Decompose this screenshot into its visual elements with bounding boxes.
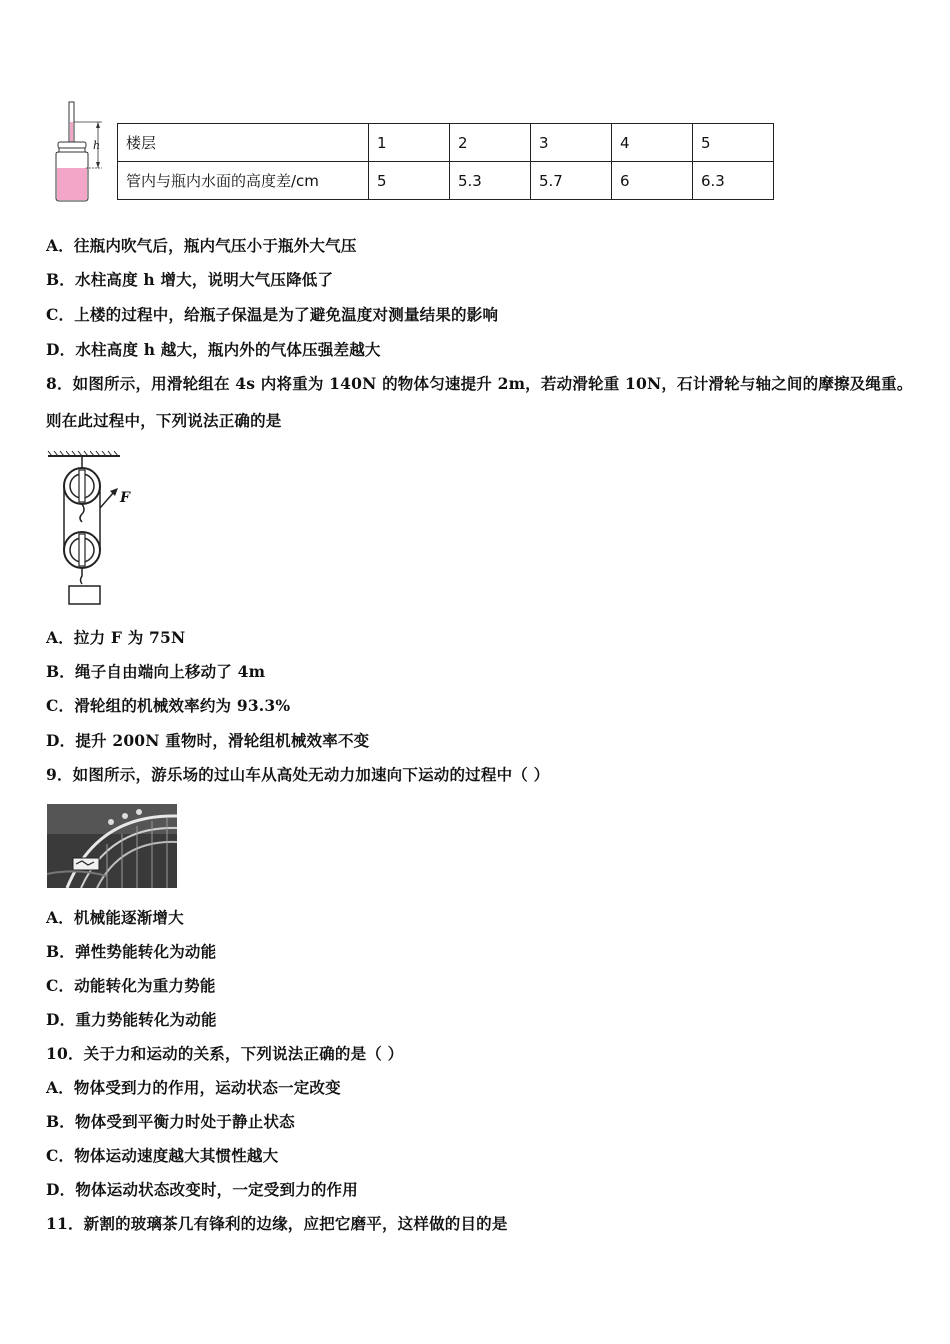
q7-option-a: A．往瓶内吹气后，瓶内气压小于瓶外大气压 [46,236,357,255]
q10-option-c: C．物体运动速度越大其惯性越大 [46,1146,279,1165]
h-label: h [93,139,101,152]
q8-option-c: C．滑轮组的机械效率约为 93.3% [46,696,291,715]
q10-option-b: B．物体受到平衡力时处于静止状态 [46,1112,295,1131]
q8-stem: 8．如图所示，用滑轮组在 4s 内将重为 140N 的物体匀速提升 2m，若动滑轮重 10N，石计滑轮与轴之间的摩擦及绳重。 [46,374,913,393]
force-label: F [120,490,130,506]
table-cell: 4 [612,124,693,162]
table-cell: 管内与瓶内水面的高度差/cm [118,162,369,200]
q8-stem-cont: 则在此过程中，下列说法正确的是 [46,411,282,430]
q7-option-c: C．上楼的过程中，给瓶子保温是为了避免温度对测量结果的影响 [46,305,499,324]
q7-option-d: D．水柱高度 h 越大，瓶内外的气体压强差越大 [46,340,381,359]
q11-stem: 11．新割的玻璃茶几有锋利的边缘，应把它磨平，这样做的目的是 [46,1214,508,1233]
q9-option-c: C．动能转化为重力势能 [46,976,216,995]
q7-option-b: B．水柱高度 h 增大，说明大气压降低了 [46,270,334,289]
pulley-figure [44,448,144,608]
q8-option-b: B．绳子自由端向上移动了 4m [46,662,266,681]
pressure-table [117,123,774,200]
q9-option-d: D．重力势能转化为动能 [46,1010,217,1029]
q9-stem: 9．如图所示，游乐场的过山车从高处无动力加速向下运动的过程中（ ） [46,765,550,784]
table-cell: 5 [369,162,450,200]
table-row [118,124,774,162]
q8-option-a: A．拉力 F 为 75N [46,628,186,647]
table-row [118,162,774,200]
roller-coaster-photo [47,804,177,888]
table-cell: 5.7 [531,162,612,200]
table-cell: 1 [369,124,450,162]
q8-option-d: D．提升 200N 重物时，滑轮组机械效率不变 [46,731,370,750]
table-cell: 2 [450,124,531,162]
table-cell: 5 [693,124,774,162]
q9-option-b: B．弹性势能转化为动能 [46,942,217,961]
q9-option-a: A．机械能逐渐增大 [46,908,184,927]
table-cell: 楼层 [118,124,369,162]
q10-option-d: D．物体运动状态改变时，一定受到力的作用 [46,1180,358,1199]
table-cell: 5.3 [450,162,531,200]
table-cell: 6 [612,162,693,200]
table-cell: 6.3 [693,162,774,200]
table-cell: 3 [531,124,612,162]
q10-option-a: A．物体受到力的作用，运动状态一定改变 [46,1078,341,1097]
q10-stem: 10．关于力和运动的关系，下列说法正确的是（ ） [46,1044,404,1063]
bottle-figure [50,100,114,204]
